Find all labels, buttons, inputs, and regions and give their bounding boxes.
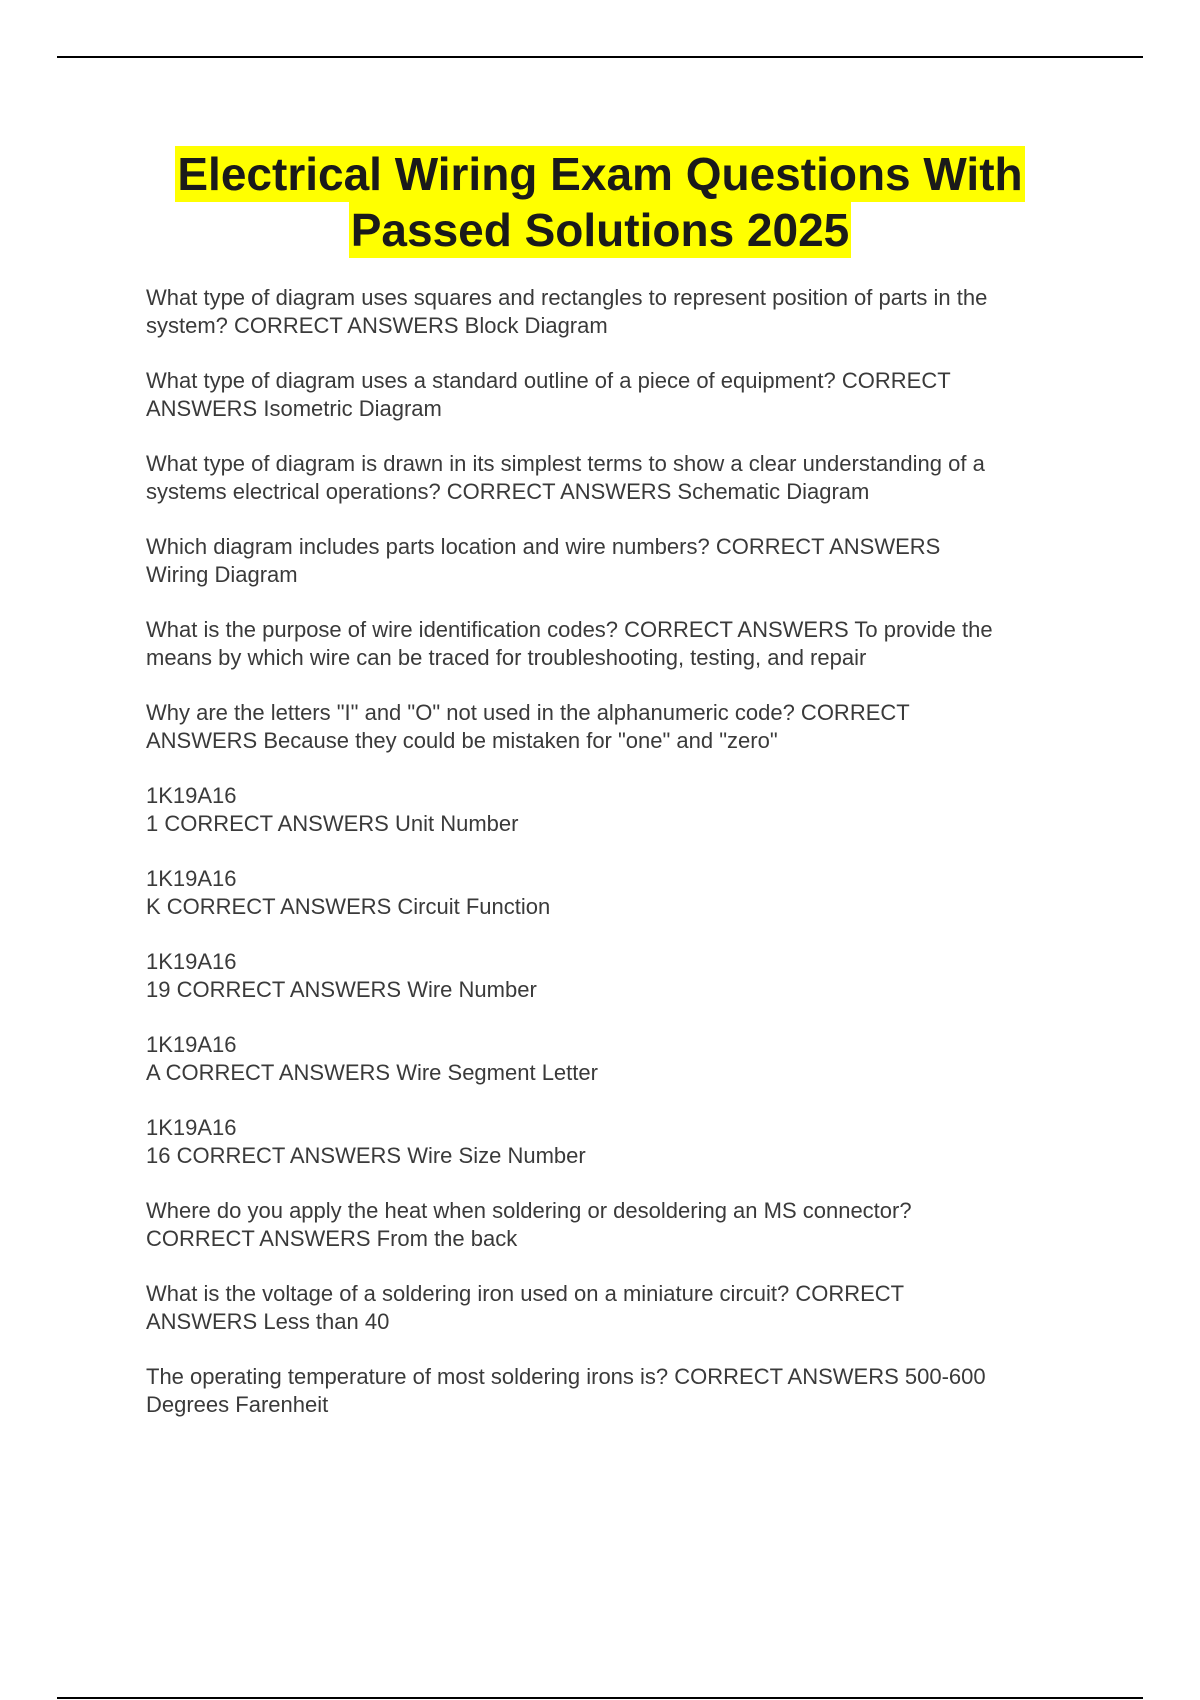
- qa-entry: What type of diagram is drawn in its simplest terms to show a clear understanding of a systems electrical operations? CORRECT ANSWERS Schematic Diagram: [146, 451, 985, 504]
- qa-entry: What type of diagram uses a standard outline of a piece of equipment? CORRECT ANSWERS Isometric Diagram: [146, 368, 951, 421]
- qa-entry: 1K19A16 1 CORRECT ANSWERS Unit Number: [146, 783, 519, 836]
- qa-entry: Why are the letters "I" and "O" not used in the alphanumeric code? CORRECT ANSWERS Because they could be mistaken for "one" and "zero": [146, 700, 910, 753]
- qa-list: [146, 284, 1106, 1446]
- title-line-2: Passed Solutions 2025: [350, 204, 850, 256]
- header-rule: [57, 56, 1143, 58]
- qa-entry: What is the purpose of wire identification codes? CORRECT ANSWERS To provide the means by which wire can be traced for troubleshooting, testing, and repair: [146, 617, 993, 670]
- qa-entry: What type of diagram uses squares and rectangles to represent position of parts in the system? CORRECT ANSWERS Block Diagram: [146, 285, 988, 338]
- qa-entry: 1K19A16 16 CORRECT ANSWERS Wire Size Number: [146, 1115, 586, 1168]
- qa-entry: Which diagram includes parts location and wire numbers? CORRECT ANSWERS Wiring Diagram: [146, 534, 941, 587]
- qa-entry: What is the voltage of a soldering iron used on a miniature circuit? CORRECT ANSWERS Less than 40: [146, 1281, 905, 1334]
- title-line-1: Electrical Wiring Exam Questions With: [177, 148, 1023, 200]
- qa-entry: The operating temperature of most soldering irons is? CORRECT ANSWERS 500-600 Degrees Farenheit: [146, 1364, 986, 1417]
- qa-entry: 1K19A16 K CORRECT ANSWERS Circuit Function: [146, 866, 551, 919]
- qa-entry: Where do you apply the heat when soldering or desoldering an MS connector? CORRECT ANSWERS From the back: [146, 1198, 912, 1251]
- qa-entry: 1K19A16 19 CORRECT ANSWERS Wire Number: [146, 949, 537, 1002]
- document-title: [80, 146, 1120, 258]
- qa-entry: 1K19A16 A CORRECT ANSWERS Wire Segment Letter: [146, 1032, 598, 1085]
- footer-rule: [57, 1697, 1143, 1699]
